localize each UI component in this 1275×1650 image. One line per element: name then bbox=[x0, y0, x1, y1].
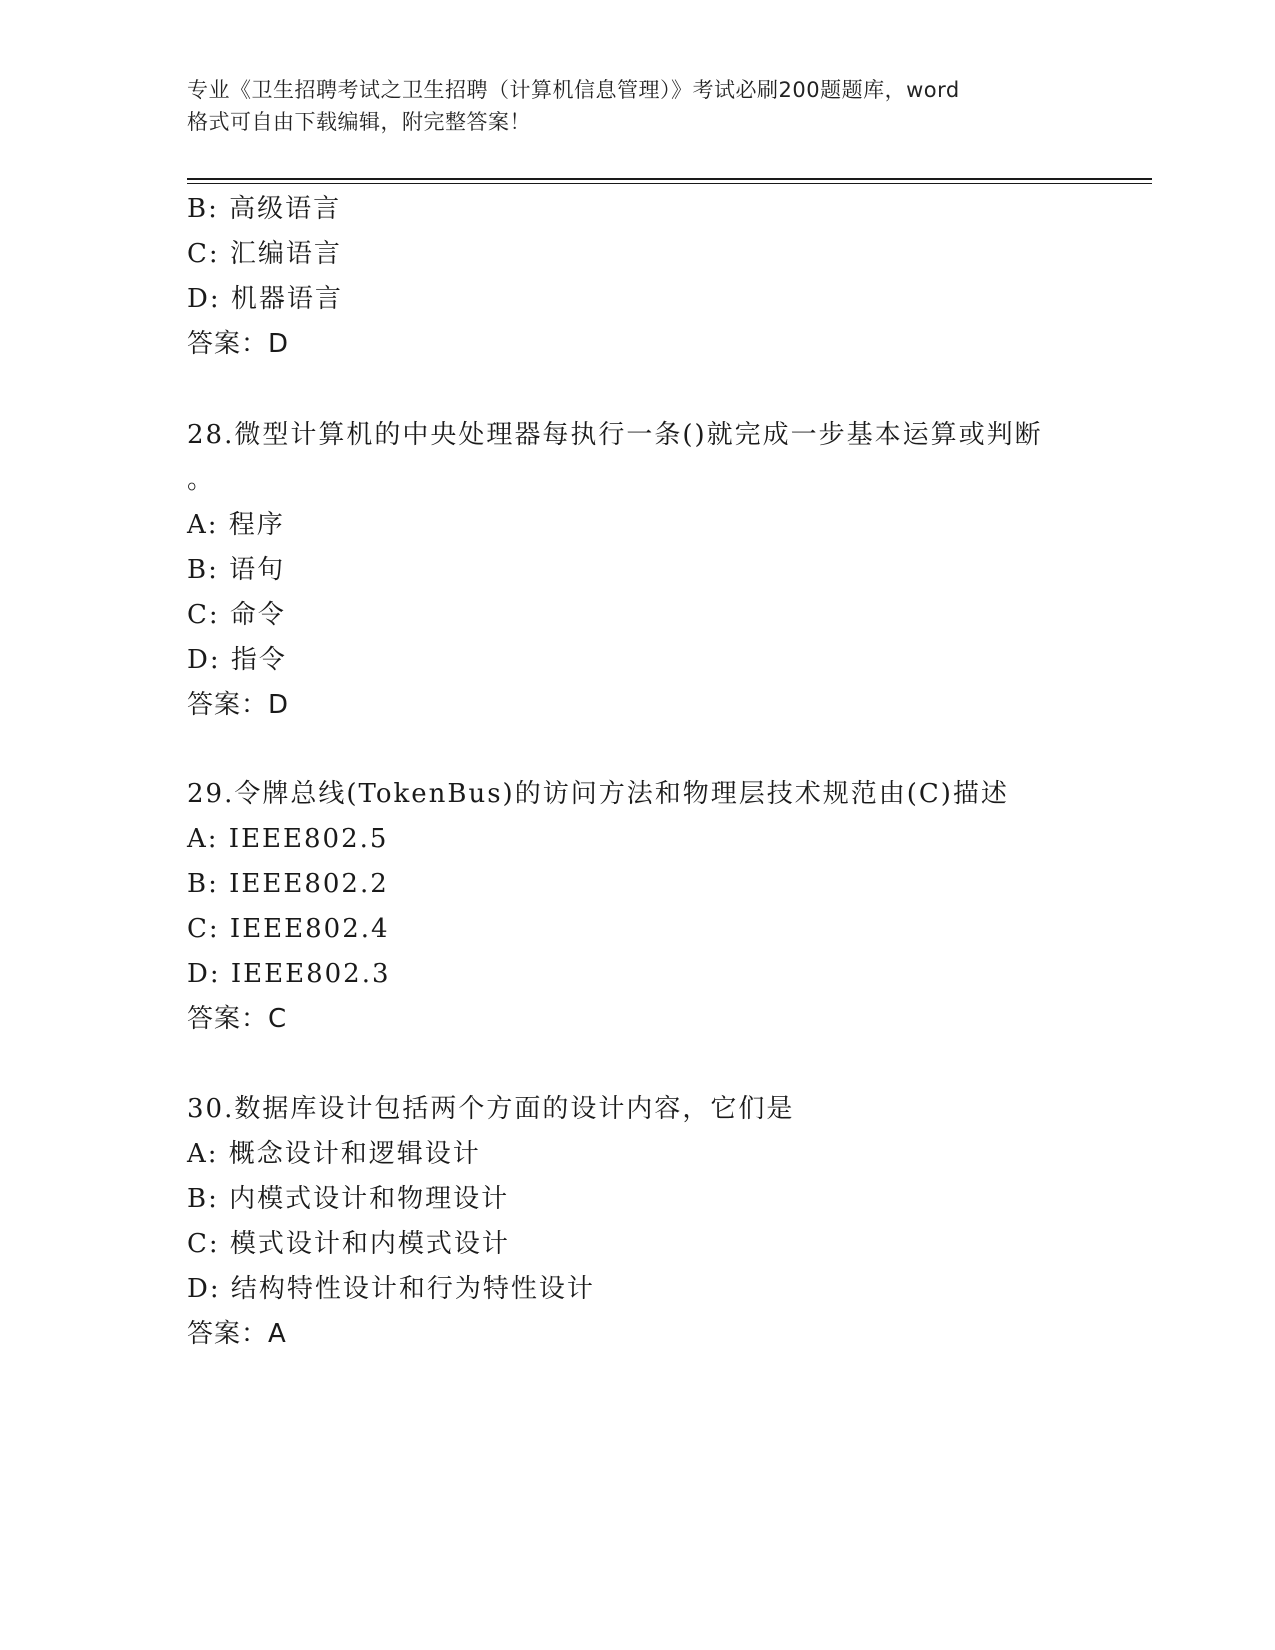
header-line-2: 格式可自由下载编辑，附完整答案！ bbox=[187, 110, 531, 134]
q30-answer: 答案：A bbox=[187, 1319, 287, 1349]
q27-option-d: D: 机器语言 bbox=[187, 284, 343, 314]
q29-stem: 29.令牌总线(TokenBus)的访问方法和物理层技术规范由(C)描述 bbox=[187, 779, 1009, 809]
q30-option-a: A: 概念设计和逻辑设计 bbox=[187, 1139, 481, 1169]
header-divider-thin bbox=[187, 183, 1152, 184]
q30-option-d: D: 结构特性设计和行为特性设计 bbox=[187, 1274, 595, 1304]
q30-option-b: B: 内模式设计和物理设计 bbox=[187, 1184, 510, 1214]
q27-option-b: B: 高级语言 bbox=[187, 194, 342, 224]
q30-stem: 30.数据库设计包括两个方面的设计内容，它们是 bbox=[187, 1094, 795, 1124]
q29-option-a: A: IEEE802.5 bbox=[187, 824, 389, 854]
q28-stem-continuation: 。 bbox=[187, 465, 216, 495]
q29-answer: 答案：C bbox=[187, 1004, 288, 1034]
document-header bbox=[187, 74, 1087, 138]
header-divider-thick bbox=[187, 178, 1152, 180]
q29-option-d: D: IEEE802.3 bbox=[187, 959, 391, 989]
q29-option-c: C: IEEE802.4 bbox=[187, 914, 390, 944]
q28-option-d: D: 指令 bbox=[187, 645, 287, 675]
q29-option-b: B: IEEE802.2 bbox=[187, 869, 389, 899]
q28-stem: 28.微型计算机的中央处理器每执行一条()就完成一步基本运算或判断 bbox=[187, 420, 1043, 450]
q30-option-c: C: 模式设计和内模式设计 bbox=[187, 1229, 510, 1259]
q28-option-c: C: 命令 bbox=[187, 600, 286, 630]
header-line-1: 专业《卫生招聘考试之卫生招聘（计算机信息管理）》考试必刷200题题库，word bbox=[187, 78, 960, 102]
q28-answer: 答案：D bbox=[187, 690, 290, 720]
q27-answer: 答案：D bbox=[187, 329, 290, 359]
q28-option-a: A: 程序 bbox=[187, 510, 285, 540]
q28-option-b: B: 语句 bbox=[187, 555, 286, 585]
q27-option-c: C: 汇编语言 bbox=[187, 239, 342, 269]
